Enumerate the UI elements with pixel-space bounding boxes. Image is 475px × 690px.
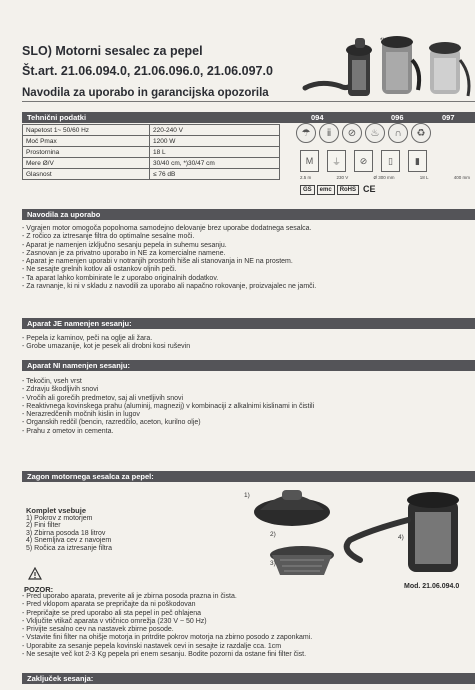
- kit-title: Komplet vsebuje: [26, 506, 87, 515]
- list-item: - Vključite vtikač aparata v vtičnico omrežja (230 V ~ 50 Hz): [22, 617, 207, 625]
- rohs-mark: RoHS: [337, 185, 359, 195]
- spec-value: 30/40 cm, *)30/47 cm: [150, 158, 280, 169]
- diameter-label: Ø 300 mm: [373, 175, 395, 180]
- tech-data-bar: [22, 112, 475, 123]
- model-097-label: 097: [442, 113, 455, 122]
- list-item: - Ne sesajte več kot 2-3 Kg pepela pri enem sesanju. Bodite pozorni da ostane fini filter čist.: [22, 651, 307, 659]
- fine-filter-image: [270, 546, 334, 575]
- voltage-label: 230 V: [336, 175, 349, 180]
- ce-mark: CE: [363, 184, 376, 194]
- spec-label: Prostornina: [23, 147, 150, 158]
- list-item: - Aparat je namenjen izključno sesanju pepela in suhemu sesanju.: [22, 241, 227, 249]
- spec-row: [23, 169, 280, 180]
- list-item: - Grobe umazanije, kot je pesek ali drobni kosi ruševin: [22, 343, 191, 351]
- tech-data-heading: Tehnični podatki: [27, 113, 87, 122]
- instructions-bar: [22, 209, 475, 220]
- spec-label: Napetost 1~ 50/60 Hz: [23, 125, 150, 136]
- list-item: - Uporabite za sesanje pepela kovinski nastavek cevi in sesajte iz razdalje cca. 1cm: [22, 642, 282, 650]
- motor-lid-image: [254, 490, 330, 526]
- article-numbers: Št.art. 21.06.094.0, 21.06.096.0, 21.06.097.0: [22, 64, 273, 78]
- height-label: 400 mm: [453, 175, 470, 180]
- list-item: - Ne sesajte grelnih kotlov ali ostankov oljnih peči.: [22, 266, 177, 274]
- list-item: - Reaktivnega kovinskega prahu (aluminij, magnezij) v kombinaciji z alkalnimi kislinami in čistili: [22, 402, 315, 410]
- list-item: - Organskih redčil (bencin, razredčilo, aceton, kurilno olje): [22, 419, 201, 427]
- motor-icon: M: [300, 150, 319, 172]
- list-item: - Za ravnanje, ki ni v skladu z navodili za uporabo ali napačno rokovanje, proizvajalec ne jamči.: [22, 283, 317, 291]
- figure-number: 3): [270, 560, 276, 567]
- vacuum-096-image: [381, 36, 419, 94]
- gs-mark: GS: [300, 185, 315, 195]
- plug-icon: ⏚: [327, 150, 346, 172]
- not-intended-use-heading: Aparat NI namenjen sesanju:: [27, 361, 130, 370]
- warning-triangle-icon: [28, 567, 42, 580]
- intended-use-bar: [22, 318, 475, 329]
- no-water-icon: ⊘: [342, 123, 362, 143]
- list-item: - Aparat je namenjen uporabi v notranjih prostorih hiše ali stanovanja in NE na prostem.: [22, 258, 293, 266]
- no-hot-ash-icon: ♨: [365, 123, 385, 143]
- recycle-icon: ♻: [411, 123, 431, 143]
- read-manual-icon: ⅱ: [319, 123, 339, 143]
- model-096-label: 096: [391, 113, 404, 122]
- list-item: - Zdravju škodljivih snovi: [22, 386, 99, 394]
- umbrella-icon: ☂: [296, 123, 316, 143]
- list-item: - Ta aparat lahko kombinirate le z uporabo originalnih dodatkov.: [22, 274, 219, 282]
- product-photos: [300, 30, 475, 110]
- list-item: - Nerazredčenih močnih kislin in lugov: [22, 411, 140, 419]
- spec-label: Moč Pmax: [23, 136, 150, 147]
- magnet-filter-icon: ∩: [388, 123, 408, 143]
- emc-mark: emc: [317, 185, 335, 195]
- instructions-heading: Navodila za uporabo: [27, 210, 101, 219]
- document-subtitle: Navodila za uporabo in garancijska opozorila: [22, 87, 269, 99]
- list-item: - Vstavite fini filter na ohišje motorja in pritrdite pokrov motorja na zbirno posodo z zaponkami.: [22, 634, 313, 642]
- list-item: - Vgrajen motor omogoča popolnoma samodejno delovanje brez uporabe dodatnega sesalca.: [22, 225, 312, 232]
- list-item: 3) Zbirna posoda 18 litrov: [26, 529, 106, 537]
- intended-use-heading: Aparat JE namenjen sesanju:: [27, 319, 132, 328]
- list-item: 1) Pokrov z motorjem: [26, 514, 93, 522]
- list-item: - Privijte sesalno cev na nastavek zbirne posode.: [22, 626, 174, 634]
- model-caption: Mod. 21.06.094.0: [404, 583, 460, 590]
- image-marker: *): [380, 37, 385, 44]
- conclusion-heading: Zaključek sesanja:: [27, 674, 94, 683]
- spec-row: [23, 147, 280, 158]
- volume-label: 18 L: [419, 175, 429, 180]
- spec-value: ≤ 76 dB: [150, 169, 280, 180]
- spec-icons-row: [300, 150, 427, 172]
- spec-label: Glasnost: [23, 169, 150, 180]
- safety-icons-row: [296, 123, 431, 143]
- startup-heading: Zagon motornega sesalca za pepel:: [27, 472, 154, 481]
- list-item: - Pepela iz kaminov, peči na oglje ali žara.: [22, 335, 153, 342]
- spec-value: 1200 W: [150, 136, 280, 147]
- warning-list: [22, 593, 452, 659]
- list-item: - Z ročico za iztresanje filtra do optimalne sesalne moči.: [22, 233, 195, 241]
- spec-label: Mere Ø/V: [23, 158, 150, 169]
- spec-row: [23, 158, 280, 169]
- list-item: 2) Fini filter: [26, 522, 61, 530]
- vacuum-094-image: [305, 38, 372, 96]
- document-title: SLO) Motorni sesalec za pepel: [22, 44, 203, 58]
- figure-number: 1): [244, 492, 250, 499]
- list-item: - Prahu z ometov in cementa.: [22, 427, 114, 435]
- spec-row: [23, 136, 280, 147]
- warning-heading: POZOR:: [24, 585, 54, 594]
- instructions-list: [22, 225, 452, 291]
- list-item: - Vročih ali gorečih predmetov, saj ali vnetljivih snovi: [22, 394, 184, 402]
- not-intended-use-bar: [22, 360, 475, 371]
- list-item: - Tekočin, vseh vrst: [22, 378, 82, 385]
- not-intended-use-list: [22, 378, 452, 436]
- list-item: - Pred uporabo aparata, preverite ali je zbirna posoda prazna in čista.: [22, 593, 237, 600]
- cable-length-label: 2.5 m: [300, 175, 312, 180]
- list-item: - Zasnovan je za privatno uporabo in NE za komercialne namene.: [22, 249, 226, 257]
- model-094-label: 094: [311, 113, 324, 122]
- conclusion-bar: [22, 673, 475, 684]
- list-item: - Prepričajte se pred uporabo ali sta pepel in peč ohlajena: [22, 609, 202, 617]
- figure-number: 2): [270, 531, 276, 538]
- certification-marks: [300, 185, 378, 195]
- intended-use-list: [22, 335, 452, 352]
- spec-icon-labels: [300, 175, 470, 180]
- spec-value: 18 L: [150, 147, 280, 158]
- list-item: - Pred vklopom aparata se prepričajte da ni poškodovan: [22, 601, 196, 609]
- diameter-icon: ⊘: [354, 150, 373, 172]
- spec-row: [23, 125, 280, 136]
- figure-number: 4): [398, 534, 404, 541]
- container-with-hose-image: [347, 492, 459, 572]
- spec-value: 220-240 V: [150, 125, 280, 136]
- list-item: 5) Ročica za iztresanje filtra: [26, 544, 112, 552]
- vacuum-097-image: [429, 42, 469, 96]
- list-item: 4) Snemljiva cev z navojem: [26, 537, 112, 545]
- container-icon: ▯: [381, 150, 400, 172]
- tech-spec-table: [22, 124, 280, 180]
- kit-contents: [26, 507, 112, 553]
- height-icon: ▮: [408, 150, 427, 172]
